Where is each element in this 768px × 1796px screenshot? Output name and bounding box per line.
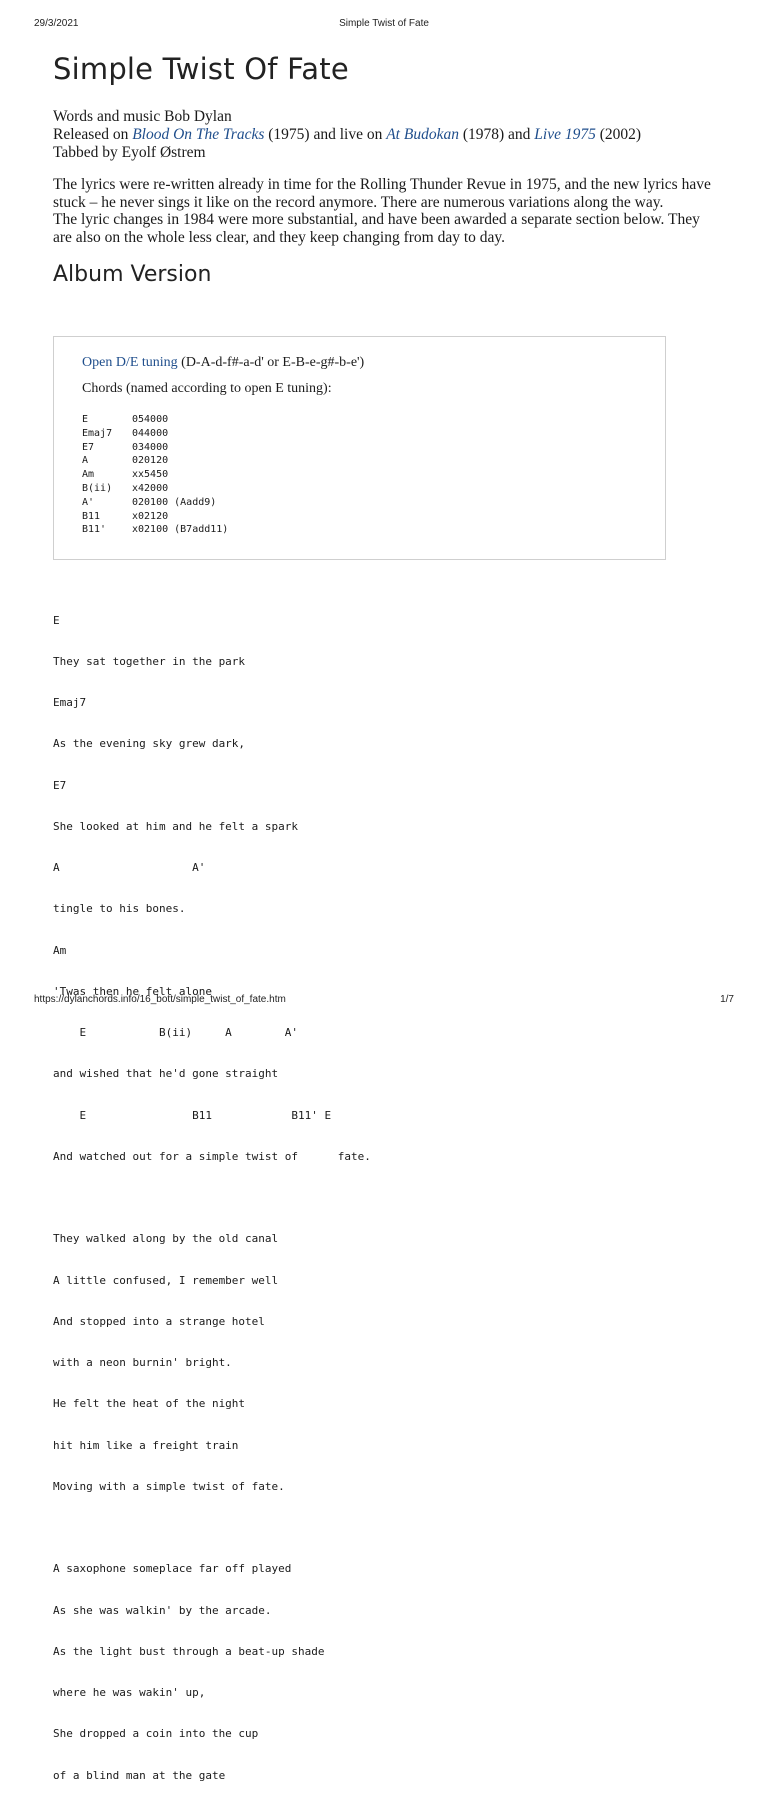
released-line	[53, 126, 717, 144]
chord-name: A	[82, 455, 89, 467]
lyric-line: She looked at him and he felt a spark	[53, 819, 299, 833]
chord-row	[82, 468, 228, 482]
chord-name: Emaj7	[82, 427, 113, 439]
lyric-line: hit him like a freight train	[53, 1438, 239, 1452]
lyric-line: E B(ii) A A'	[53, 1026, 299, 1039]
lyric-line: Emaj7	[53, 696, 87, 709]
chord-fingering: xx5450	[132, 469, 169, 481]
lyric-line: She dropped a coin into the cup	[53, 1727, 259, 1741]
chord-fingering: 044000	[132, 427, 169, 439]
chord-fingering: x02100 (B7add11)	[132, 524, 229, 536]
tuning-chords-box	[53, 336, 666, 560]
tabbed-by-line: Tabbed by Eyolf Østrem	[53, 144, 206, 161]
chord-fingering: x02120	[132, 510, 169, 522]
intro-paragraph-2: The lyric changes in 1984 were more substantial, and have been awarded a separate section below. They are also on the whole less clear, and they keep changing from day to day.	[53, 211, 700, 246]
tuning-link[interactable]: Open D/E tuning	[82, 355, 178, 370]
chord-name: A'	[82, 496, 95, 508]
lyric-line: E7	[53, 778, 67, 792]
released-prefix: Released on	[53, 126, 133, 143]
lyric-line: They sat together in the park	[53, 654, 246, 668]
chord-name: Am	[82, 469, 95, 481]
chord-fingering: 020100 (Aadd9)	[132, 496, 217, 508]
chord-name: B(ii)	[82, 482, 113, 494]
chord-fingering: 020120	[132, 455, 169, 467]
lyric-line: E	[53, 613, 60, 627]
lyric-line: Am	[53, 943, 67, 957]
print-date: 29/3/2021	[34, 18, 79, 29]
album-link-at-budokan[interactable]: At Budokan	[386, 126, 459, 143]
credits	[53, 108, 717, 162]
chord-table	[82, 413, 228, 537]
print-page-number: 1/7	[720, 994, 734, 1005]
page-content	[53, 52, 717, 287]
chord-name: E	[82, 414, 89, 425]
section-heading-album-version: Album Version	[53, 262, 212, 287]
lyric-line: As she was walkin' by the arcade.	[53, 1603, 272, 1617]
lyric-line	[53, 1191, 371, 1205]
lyrics-block	[53, 586, 371, 1796]
lyric-line: of a blind man at the gate	[53, 1768, 226, 1782]
intro-paragraph-1: The lyrics were re-written already in time for the Rolling Thunder Revue in 1975, and the new lyrics have stuck – he never sings it like on the record anymore. There are numerous variations along the way.	[53, 176, 711, 211]
chord-row	[82, 413, 228, 427]
chord-row	[82, 482, 228, 496]
lyric-line: Moving with a simple twist of fate.	[53, 1479, 285, 1493]
print-header-title: Simple Twist of Fate	[339, 18, 429, 29]
album2-year: (1978) and	[458, 126, 535, 143]
lyric-line: with a neon burnin' bright.	[53, 1356, 232, 1369]
chord-fingering: 054000	[132, 414, 169, 425]
lyric-line: They walked along by the old canal	[53, 1232, 279, 1246]
chord-name: B11'	[82, 524, 107, 536]
tuning-line	[82, 355, 364, 371]
chord-row	[82, 454, 228, 468]
lyric-line: A A'	[53, 861, 206, 874]
words-music-line: Words and music Bob Dylan	[53, 108, 232, 125]
lyric-line: E B11 B11' E	[53, 1108, 332, 1122]
lyric-line: tingle to his bones.	[53, 902, 186, 916]
chord-fingering: 034000	[132, 441, 169, 453]
lyric-line: and wished that he'd gone straight	[53, 1067, 279, 1081]
intro-text	[53, 176, 717, 246]
lyric-line: And stopped into a strange hotel	[53, 1314, 265, 1328]
chord-fingering: x42000	[132, 482, 169, 494]
lyric-line: He felt the heat of the night	[53, 1397, 246, 1411]
chords-heading: Chords (named according to open E tuning):	[82, 381, 332, 396]
lyric-line: A little confused, I remember well	[53, 1273, 279, 1287]
chord-name: E7	[82, 441, 95, 453]
chord-row	[82, 510, 228, 524]
print-footer-url: https://dylanchords.info/16_bott/simple_twist_of_fate.htm	[34, 994, 286, 1005]
album3-year: (2002)	[595, 126, 642, 143]
album-link-blood-on-the-tracks[interactable]: Blood On The Tracks	[132, 126, 265, 143]
chord-row	[82, 441, 228, 455]
tuning-detail: (D-A-d-f#-a-d' or E-B-e-g#-b-e')	[177, 355, 365, 370]
album-link-live-1975[interactable]: Live 1975	[534, 126, 596, 143]
lyric-line: 'Twas then he felt alone	[53, 984, 212, 998]
album1-year: (1975) and live on	[264, 126, 387, 143]
page-title: Simple Twist Of Fate	[53, 52, 349, 86]
lyric-line: A saxophone someplace far off played	[53, 1562, 292, 1576]
lyric-line	[53, 1521, 371, 1535]
chord-row	[82, 427, 228, 441]
lyric-line: And watched out for a simple twist of fate.	[53, 1149, 371, 1163]
lyric-line: As the light bust through a beat-up shade	[53, 1644, 325, 1658]
lyric-line: As the evening sky grew dark,	[53, 737, 246, 751]
chord-name: B11	[82, 510, 101, 522]
chord-row	[82, 523, 228, 537]
lyric-line: where he was wakin' up,	[53, 1686, 206, 1699]
chord-row	[82, 496, 228, 510]
